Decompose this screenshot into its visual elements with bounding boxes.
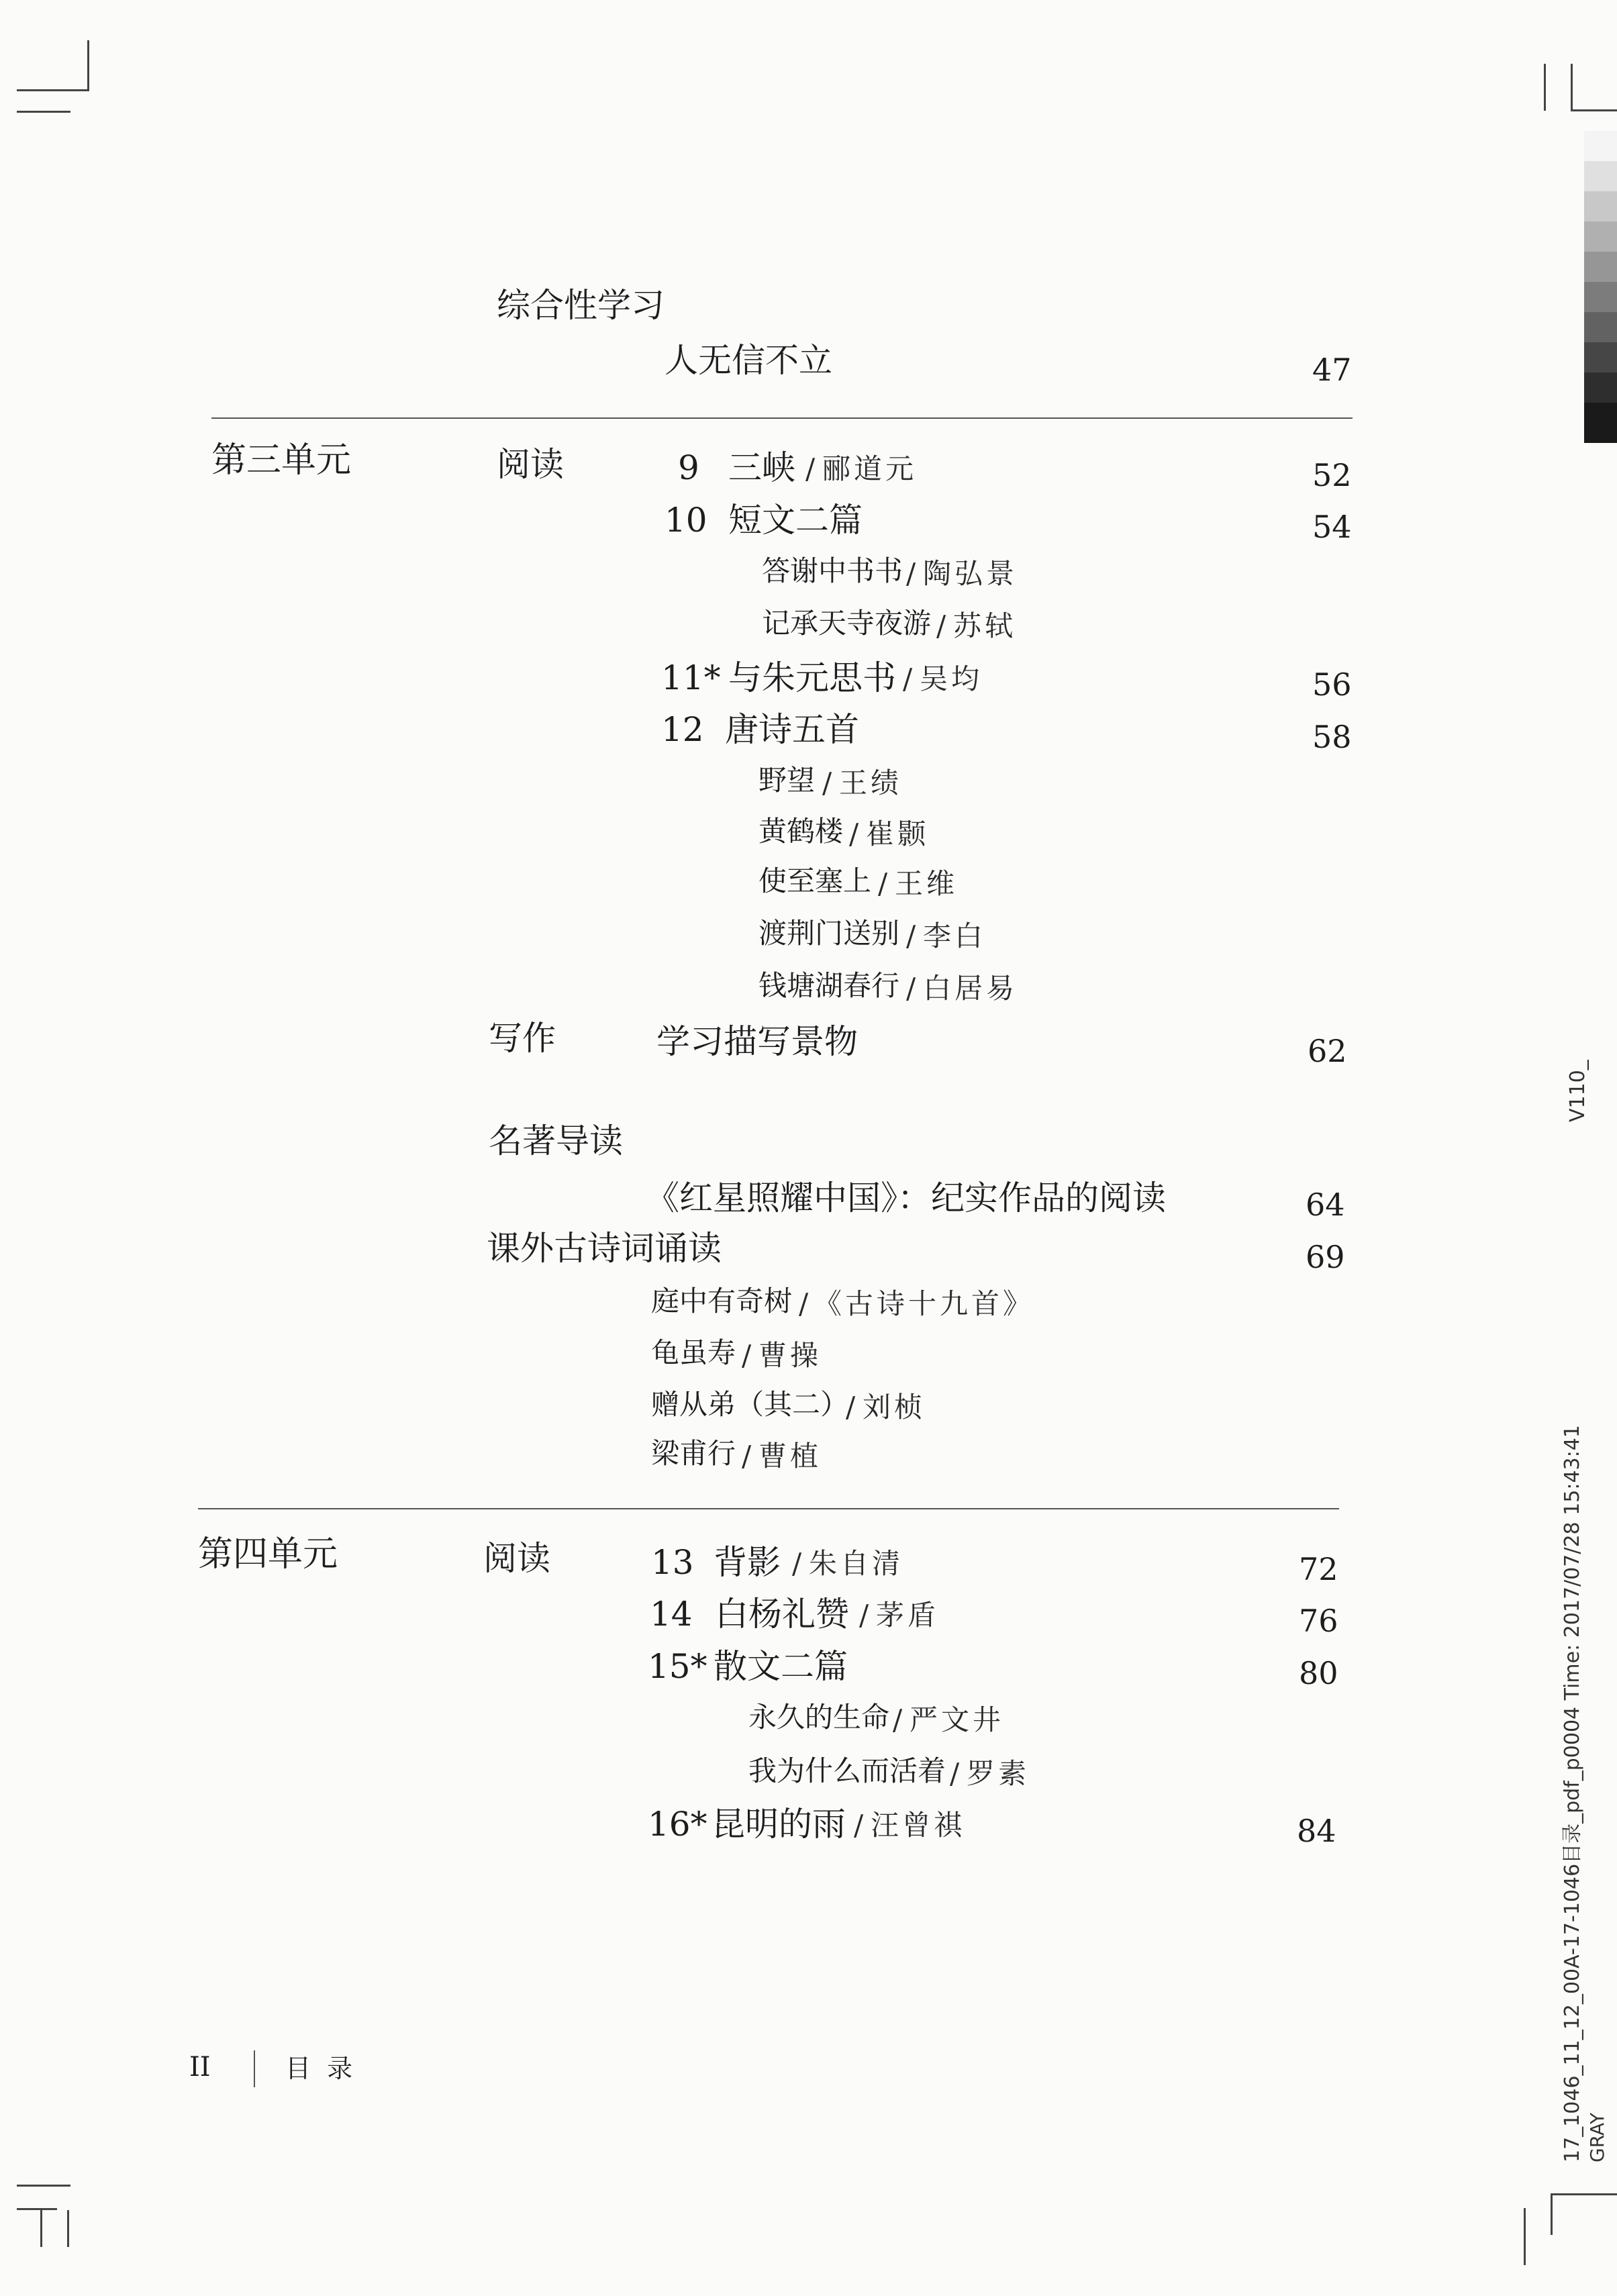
poem-author: 《古诗十九首》 bbox=[814, 1287, 1035, 1320]
lesson-title: 唐诗五首 bbox=[725, 710, 859, 749]
poem-slash: / bbox=[742, 1339, 755, 1372]
page-number: 76 bbox=[1299, 1603, 1338, 1639]
footer-divider bbox=[254, 2050, 255, 2087]
toc-item-title: 学习描写景物 bbox=[656, 1022, 858, 1061]
toc-item-title: 《红星照耀中国》：纪实作品的阅读 bbox=[646, 1179, 1166, 1217]
crop-mark bbox=[1544, 64, 1546, 111]
sub-title: 使至塞上 bbox=[758, 864, 872, 897]
lesson-author: 朱自清 bbox=[809, 1547, 904, 1580]
page-number: 80 bbox=[1299, 1655, 1338, 1691]
sub-author: 白居易 bbox=[923, 972, 1018, 1005]
page-number: 84 bbox=[1297, 1813, 1336, 1849]
crop-mark bbox=[17, 89, 89, 91]
lesson-number: 11* bbox=[661, 658, 721, 697]
lesson-author: 郦道元 bbox=[822, 452, 918, 485]
lesson-title: 短文二篇 bbox=[728, 501, 863, 540]
sub-slash: / bbox=[849, 817, 863, 850]
poem-title: 庭中有奇树 bbox=[651, 1285, 793, 1317]
sub-slash: / bbox=[822, 766, 836, 799]
page-number: 54 bbox=[1312, 509, 1352, 545]
crop-mark bbox=[1551, 2195, 1553, 2235]
poem-slash: / bbox=[742, 1440, 755, 1473]
lesson-author: 汪曾祺 bbox=[871, 1809, 966, 1842]
sub-title: 永久的生命 bbox=[748, 1701, 890, 1734]
lesson-number: 15* bbox=[648, 1647, 707, 1686]
divider bbox=[211, 417, 1353, 419]
sub-slash: / bbox=[906, 972, 920, 1005]
print-slug-version: V110_ bbox=[1566, 1060, 1589, 1122]
section-heading: 综合性学习 bbox=[497, 286, 665, 325]
page-number: 58 bbox=[1312, 719, 1352, 755]
lesson-slash: / bbox=[805, 452, 819, 485]
lesson-slash: / bbox=[903, 662, 916, 695]
lesson-number: 9 bbox=[678, 448, 699, 487]
sub-slash: / bbox=[950, 1757, 963, 1790]
poem-slash: / bbox=[846, 1391, 859, 1424]
lesson-number: 16* bbox=[648, 1805, 707, 1844]
sub-author: 罗素 bbox=[967, 1757, 1030, 1790]
toc-item-title: 人无信不立 bbox=[665, 341, 832, 380]
footer-label: 目 录 bbox=[285, 2054, 357, 2083]
crop-mark bbox=[1571, 64, 1573, 111]
page-number: 69 bbox=[1306, 1239, 1345, 1275]
section-heading: 写作 bbox=[489, 1019, 556, 1058]
sub-author: 崔颢 bbox=[866, 817, 930, 850]
sub-title: 野望 bbox=[758, 764, 816, 797]
page-number: 52 bbox=[1312, 457, 1352, 493]
lesson-number: 13 bbox=[651, 1543, 694, 1582]
page-number: 56 bbox=[1312, 666, 1352, 703]
page-number: 62 bbox=[1308, 1033, 1347, 1069]
section-heading: 名著导读 bbox=[489, 1121, 623, 1160]
crop-mark bbox=[87, 40, 89, 91]
poem-title: 梁甫行 bbox=[651, 1437, 736, 1470]
crop-mark bbox=[1524, 2208, 1526, 2265]
crop-mark bbox=[40, 2210, 42, 2247]
poem-author: 曹植 bbox=[758, 1440, 822, 1473]
sub-title: 钱塘湖春行 bbox=[758, 969, 900, 1002]
lesson-title: 白杨礼赞 bbox=[715, 1595, 849, 1634]
print-slug-text: 17_1046_11_12_00A-17-1046目录_pdf_p0004 Time: 2017/07/28 15:43:41 bbox=[1561, 1425, 1584, 2162]
crop-mark bbox=[1551, 2193, 1617, 2195]
lesson-title: 昆明的雨 bbox=[712, 1805, 846, 1844]
lesson-number: 14 bbox=[650, 1595, 693, 1634]
sub-author: 陶弘景 bbox=[923, 557, 1018, 590]
sub-author: 李白 bbox=[923, 919, 987, 952]
poem-title: 赠从弟（其二） bbox=[651, 1388, 849, 1421]
lesson-number: 10 bbox=[665, 501, 707, 540]
sub-title: 答谢中书书 bbox=[762, 554, 903, 587]
sub-title: 渡荆门送别 bbox=[758, 917, 900, 950]
sub-title: 黄鹤楼 bbox=[758, 815, 844, 848]
crop-mark bbox=[1571, 109, 1617, 111]
lesson-slash: / bbox=[859, 1599, 873, 1632]
sub-slash: / bbox=[893, 1703, 906, 1736]
sub-title: 我为什么而活着 bbox=[748, 1754, 946, 1787]
poem-slash: / bbox=[799, 1287, 812, 1320]
sub-author: 王维 bbox=[895, 867, 959, 900]
lesson-title: 与朱元思书 bbox=[728, 658, 896, 697]
page-number: 64 bbox=[1306, 1187, 1345, 1223]
unit-heading: 第三单元 bbox=[211, 440, 352, 481]
section-heading: 阅读 bbox=[483, 1539, 550, 1578]
lesson-author: 茅盾 bbox=[876, 1599, 940, 1632]
footer-page-number: II bbox=[189, 2052, 211, 2083]
section-heading: 课外古诗词诵读 bbox=[487, 1229, 722, 1268]
crop-mark bbox=[17, 2185, 70, 2187]
sub-slash: / bbox=[906, 557, 920, 590]
sub-title: 记承天寺夜游 bbox=[762, 607, 932, 640]
crop-mark bbox=[67, 2210, 69, 2247]
sub-author: 苏轼 bbox=[953, 609, 1017, 642]
sub-slash: / bbox=[936, 609, 950, 642]
crop-mark bbox=[17, 2208, 57, 2210]
crop-mark bbox=[17, 111, 70, 113]
lesson-slash: / bbox=[854, 1809, 867, 1842]
sub-slash: / bbox=[878, 867, 891, 900]
poem-author: 曹操 bbox=[758, 1339, 822, 1372]
poem-author: 刘桢 bbox=[863, 1391, 926, 1424]
sub-slash: / bbox=[906, 919, 920, 952]
poem-title: 龟虽寿 bbox=[651, 1336, 736, 1369]
lesson-title: 散文二篇 bbox=[714, 1647, 848, 1686]
print-slug-gray: GRAY bbox=[1586, 2112, 1608, 2162]
lesson-title: 三峡 bbox=[728, 448, 795, 487]
unit-heading: 第四单元 bbox=[198, 1534, 338, 1575]
lesson-author: 吴均 bbox=[920, 662, 983, 695]
sub-author: 严文井 bbox=[910, 1703, 1005, 1736]
page-number: 47 bbox=[1312, 352, 1352, 388]
lesson-title: 背影 bbox=[714, 1543, 781, 1582]
page-number: 72 bbox=[1299, 1551, 1338, 1587]
section-heading: 阅读 bbox=[497, 445, 564, 484]
lesson-slash: / bbox=[792, 1547, 805, 1580]
lesson-number: 12 bbox=[661, 710, 704, 749]
divider bbox=[198, 1508, 1339, 1509]
sub-author: 王绩 bbox=[839, 766, 903, 799]
